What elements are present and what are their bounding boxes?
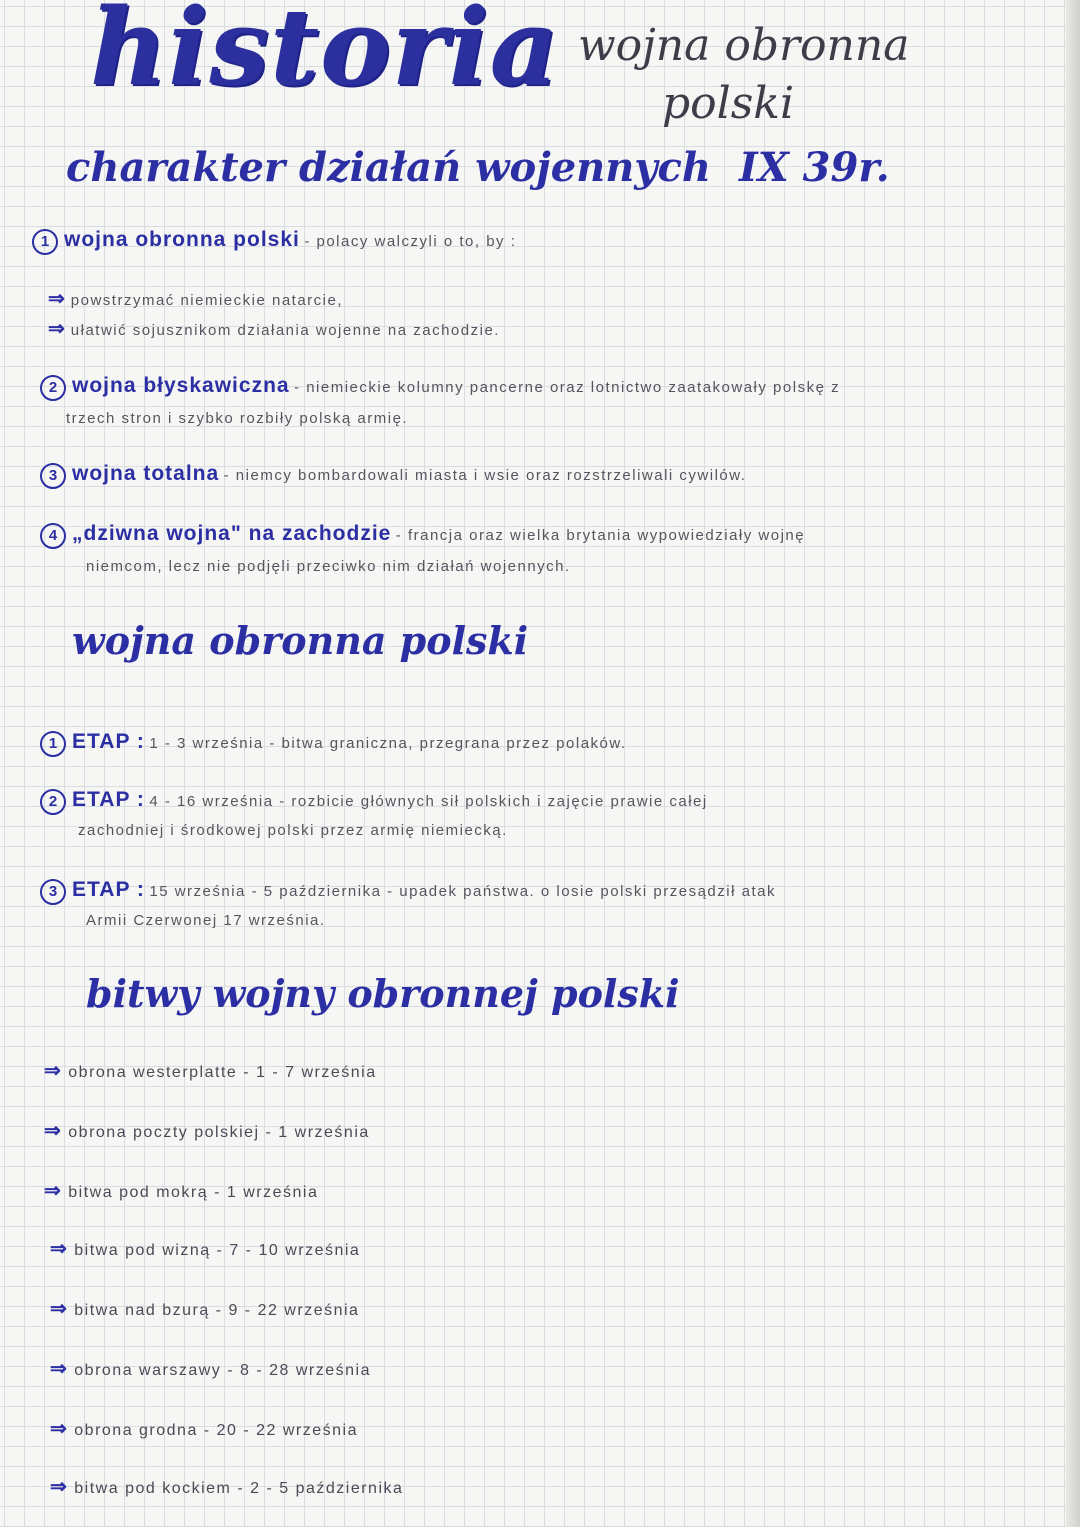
double-arrow-icon: ⇒ (44, 1060, 63, 1082)
stage-text-cont: zachodniej i środkowej polski przez armię niemiecką. (78, 822, 508, 839)
list-item (50, 1356, 371, 1381)
stage-text: 4 - 16 września - rozbicie głównych sił polskich i zajęcie prawie całej (149, 793, 708, 810)
heading-text: charakter działań wojennych (66, 144, 711, 191)
battle-text: bitwa pod mokrą - 1 września (68, 1184, 319, 1201)
circled-number-icon: 1 (32, 229, 58, 255)
list-item (50, 1296, 359, 1321)
topic-title-line1: wojna obronna (578, 20, 910, 71)
list-item (50, 1236, 360, 1261)
list-item (50, 1474, 403, 1499)
list-item (48, 286, 343, 311)
double-arrow-icon: ⇒ (50, 1358, 69, 1380)
battle-text: bitwa nad bzurą - 9 - 22 września (74, 1302, 360, 1319)
heading-date: IX 39r. (738, 144, 890, 191)
list-item (40, 730, 627, 757)
battle-text: obrona grodna - 20 - 22 września (74, 1422, 358, 1439)
stage-text: 15 września - 5 października - upadek państwa. o losie polski przesądził atak (149, 883, 776, 900)
double-arrow-icon: ⇒ (48, 318, 65, 340)
circled-number-icon: 2 (40, 375, 66, 401)
section-heading-battles: bitwy wojny obronnej polski (86, 971, 680, 1016)
stage-label: ETAP : (72, 730, 145, 753)
list-item (40, 462, 746, 489)
circled-number-icon: 1 (40, 731, 66, 757)
double-arrow-icon: ⇒ (44, 1120, 63, 1142)
list-item (32, 228, 516, 255)
topic-title-line2: polski (662, 78, 795, 129)
stage-label: ETAP : (72, 788, 145, 811)
circled-number-icon: 4 (40, 523, 66, 549)
definition: - niemieckie kolumny pancerne oraz lotnictwo zaatakowały polskę z (294, 379, 841, 396)
section-heading-character (66, 144, 890, 191)
definition-cont: trzech stron i szybko rozbiły polską armię. (66, 410, 409, 427)
list-item (40, 522, 805, 549)
double-arrow-icon: ⇒ (50, 1238, 69, 1260)
list-item (44, 1178, 318, 1203)
list-item (50, 1416, 358, 1441)
double-arrow-icon: ⇒ (48, 288, 65, 310)
sub-point: powstrzymać niemieckie natarcie, (70, 292, 344, 309)
battle-text: obrona westerplatte - 1 - 7 września (68, 1064, 377, 1081)
definition: - francja oraz wielka brytania wypowiedziały wojnę (395, 527, 806, 544)
circled-number-icon: 2 (40, 789, 66, 815)
double-arrow-icon: ⇒ (44, 1180, 63, 1202)
term: wojna błyskawiczna (72, 374, 290, 397)
definition-cont: niemcom, lecz nie podjęli przeciwko nim działań wojennych. (86, 558, 571, 575)
stage-label: ETAP : (72, 878, 145, 901)
page-edge (1066, 0, 1080, 1527)
stage-text: 1 - 3 września - bitwa graniczna, przegrana przez polaków. (149, 735, 627, 752)
definition: - polacy walczyli o to, by : (304, 233, 517, 250)
circled-number-icon: 3 (40, 879, 66, 905)
battle-text: obrona warszawy - 8 - 28 września (74, 1362, 371, 1379)
circled-number-icon: 3 (40, 463, 66, 489)
list-item (40, 878, 776, 905)
definition: - niemcy bombardowali miasta i wsie oraz rozstrzeliwali cywilów. (223, 467, 747, 484)
list-item (40, 788, 708, 815)
stage-text-cont: Armii Czerwonej 17 września. (86, 912, 326, 929)
double-arrow-icon: ⇒ (50, 1476, 69, 1498)
list-item (44, 1058, 377, 1083)
double-arrow-icon: ⇒ (50, 1298, 69, 1320)
list-item (48, 316, 500, 341)
battle-text: obrona poczty polskiej - 1 września (68, 1124, 370, 1141)
section-heading-defensive-war: wojna obronna polski (72, 618, 529, 663)
battle-text: bitwa pod wizną - 7 - 10 września (74, 1242, 361, 1259)
battle-text: bitwa pod kockiem - 2 - 5 października (74, 1480, 404, 1497)
page-title: historia (90, 0, 560, 109)
list-item (40, 374, 840, 401)
term: wojna totalna (72, 462, 220, 485)
sub-point: ułatwić sojusznikom działania wojenne na zachodzie. (70, 322, 500, 339)
term: „dziwna wojna" na zachodzie (72, 522, 392, 545)
term: wojna obronna polski (64, 228, 300, 251)
double-arrow-icon: ⇒ (50, 1418, 69, 1440)
list-item (44, 1118, 370, 1143)
